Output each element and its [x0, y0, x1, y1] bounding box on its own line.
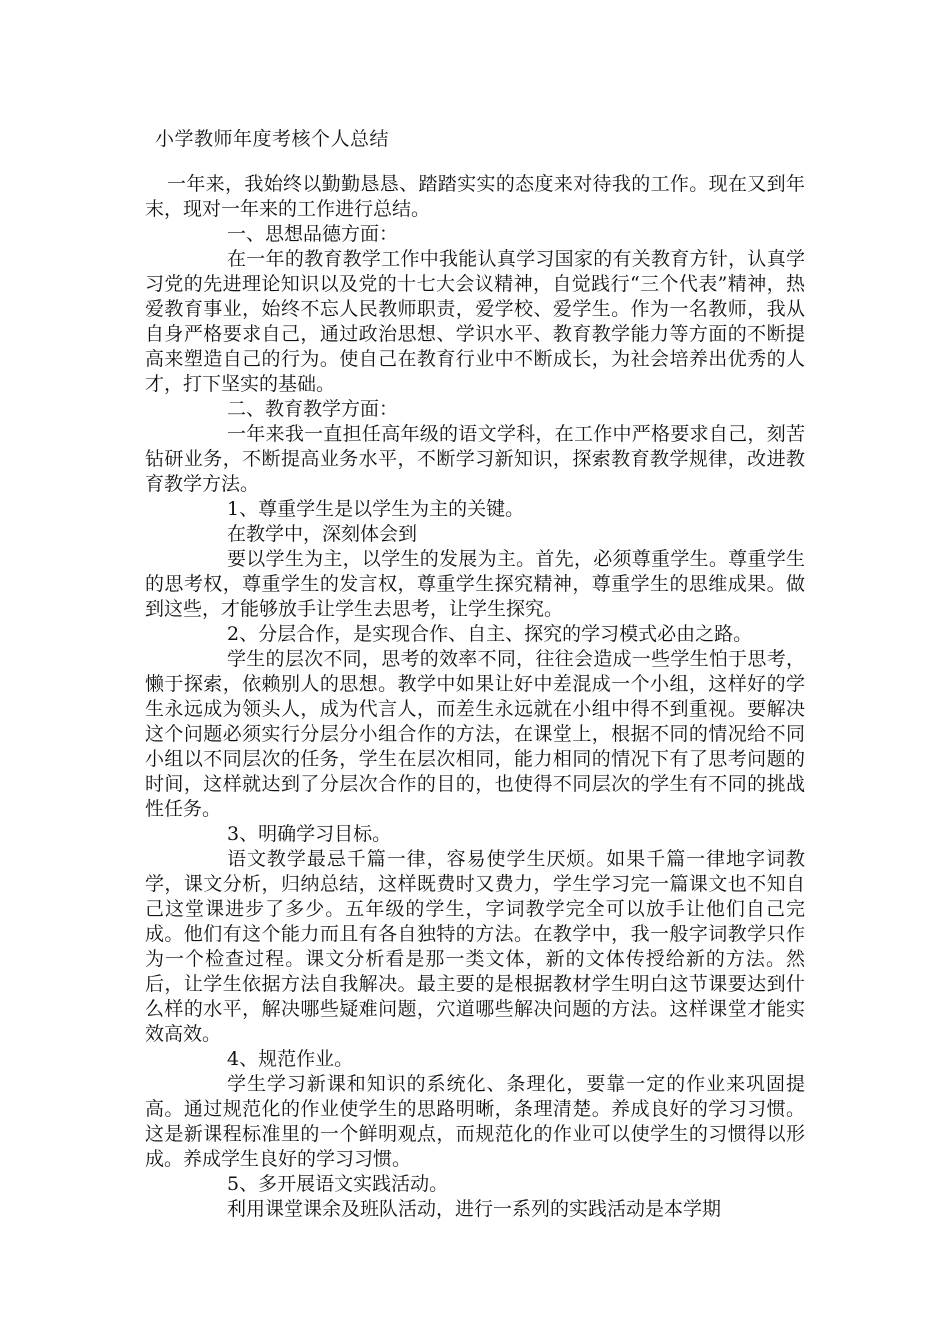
point-subline-experience: 在教学中，深刻体会到 — [227, 523, 418, 545]
paragraph-homework: 学生学习新课和知识的系统化、条理化，要靠一定的作业来巩固提高。通过规范化的作业使学生的思路明晰，条理清楚。养成良好的学习习惯。这是新课程标准里的一个鲜明观点，而规范化的作业可以使学生的习惯得以形成。养成学生良好的学习习惯。 — [145, 1073, 805, 1170]
section-heading-ideology: 一、思想品德方面： — [227, 223, 399, 245]
point-heading-goals: 3、明确学习目标。 — [227, 823, 392, 845]
point-heading-cooperation: 2、分层合作，是实现合作、自主、探究的学习模式必由之路。 — [227, 623, 753, 645]
document-title: 小学教师年度考核个人总结 — [155, 128, 390, 150]
paragraph-cooperation: 学生的层次不同，思考的效率不同，往往会造成一些学生怕于思考，懒于探索，依赖别人的思想。教学中如果让好中差混成一个小组，这样好的学生永远成为领头人，成为代言人，而差生永远就在小组中得不到重视。要解决这个问题必须实行分层分小组合作的方法，在课堂上，根据不同的情况给不同小组以不同层次的任务，学生在层次相同，能力相同的情况下有了思考问题的时间，这样就达到了分层次合作的目的，也使得不同层次的学生有不同的挑战性任务。 — [145, 648, 805, 820]
paragraph-goals: 语文教学最忌千篇一律，容易使学生厌烦。如果千篇一律地字词教学，课文分析，归纳总结，这样既费时又费力，学生学习完一篇课文也不知自己这堂课进步了多少。五年级的学生，字词教学完全可以放手让他们自己完成。他们有这个能力而且有各自独特的方法。在教学中，我一般字词教学只作为一个检查过程。课文分析看是那一类文体，新的文体传授给新的方法。然后，让学生依据方法自我解决。最主要的是根据教材学生明白这节课要达到什么样的水平，解决哪些疑难问题，穴道哪些解决问题的方法。这样课堂才能实效高效。 — [145, 848, 805, 1045]
point-heading-practice: 5、多开展语文实践活动。 — [227, 1173, 449, 1195]
paragraph-respect: 要以学生为主，以学生的发展为主。首先，必须尊重学生。尊重学生的思考权，尊重学生的发言权，尊重学生探究精神，尊重学生的思维成果。做到这些，才能够放手让学生去思考，让学生探究。 — [145, 548, 805, 620]
section-heading-teaching: 二、教育教学方面： — [227, 398, 399, 420]
document-body — [145, 172, 805, 1222]
point-heading-respect: 1、尊重学生是以学生为主的关键。 — [227, 498, 525, 520]
intro-paragraph: 一年来，我始终以勤勤恳恳、踏踏实实的态度来对待我的工作。现在又到年末，现对一年来的工作进行总结。 — [145, 173, 805, 220]
paragraph-practice: 利用课堂课余及班队活动，进行一系列的实践活动是本学期 — [227, 1198, 722, 1220]
paragraph-ideology: 在一年的教育教学工作中我能认真学习国家的有关教育方针，认真学习党的先进理论知识以及党的十七大会议精神，自觉践行“三个代表”精神，热爱教育事业，始终不忘人民教师职责，爱学校、爱学生。作为一名教师，我从自身严格要求自己，通过政治思想、学识水平、教育教学能力等方面的不断提高来塑造自己的行为。使自己在教育行业中不断成长，为社会培养出优秀的人才，打下坚实的基础。 — [145, 248, 805, 395]
point-heading-homework: 4、规范作业。 — [227, 1048, 354, 1070]
paragraph-teaching: 一年来我一直担任高年级的语文学科，在工作中严格要求自己，刻苦钻研业务，不断提高业务水平，不断学习新知识，探索教育教学规律，改进教育教学方法。 — [145, 423, 805, 495]
